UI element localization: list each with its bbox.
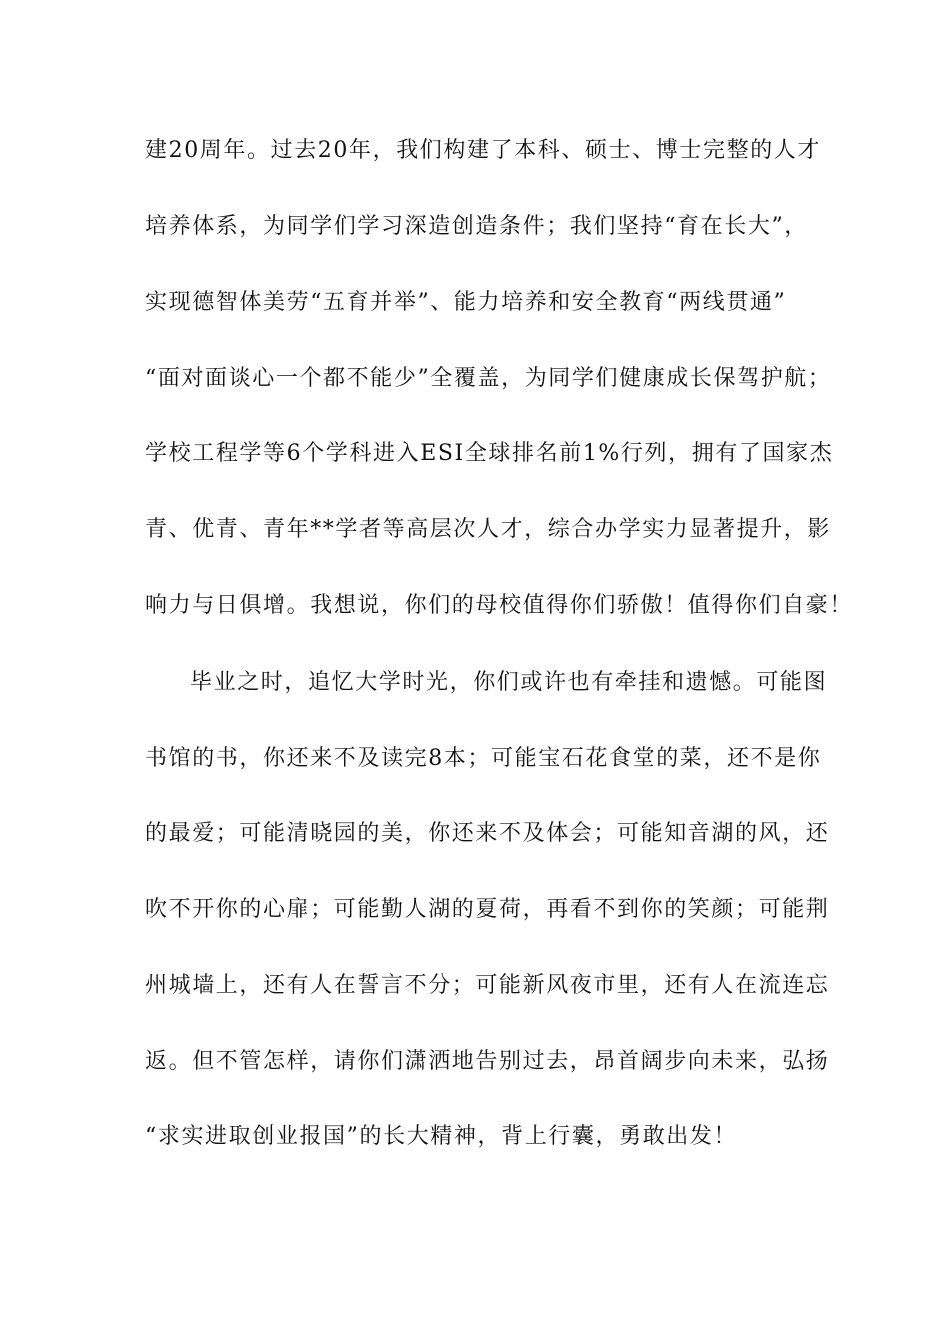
text-line: 返。但不管怎样，请你们潇洒地告别过去，昂首阔步向未来，弘扬 [145,1049,830,1074]
text-line: 建20周年。过去20年，我们构建了本科、硕士、博士完整的人才 [145,138,821,163]
text-line: 响力与日俱增。我想说，你们的母校值得你们骄傲！值得你们自豪！ [145,593,854,618]
text-line-first: 毕业之时，追忆大学时光，你们或许也有牵挂和遗憾。可能图 [190,670,828,695]
text-line: 吹不开你的心扉；可能勤人湖的夏荷，再看不到你的笑颜；可能荆 [145,897,830,922]
text-line: 学校工程学等6个学科进入ESI全球排名前1%行列，拥有了国家杰 [145,441,834,466]
text-line: 实现德智体美劳“五育并举”、能力培养和安全教育“两线贯通” [145,290,787,315]
text-line: 青、优青、青年**学者等高层次人才，综合办学实力显著提升，影 [145,517,832,542]
text-line: 州城墙上，还有人在誓言不分；可能新风夜市里，还有人在流连忘 [145,973,830,998]
text-line: “面对面谈心一个都不能少”全覆盖，为同学们健康成长保驾护航； [145,366,832,391]
text-line: 书馆的书，你还来不及读完8本；可能宝石花食堂的菜，还不是你 [145,746,822,771]
text-line: 的最爱；可能清晓园的美，你还来不及体会；可能知音湖的风，还 [145,821,830,846]
text-line: 培养体系，为同学们学习深造创造条件；我们坚持“育在长大”， [145,214,808,239]
text-line: “求实进取创业报国”的长大精神，背上行囊，勇敢出发！ [145,1124,738,1149]
